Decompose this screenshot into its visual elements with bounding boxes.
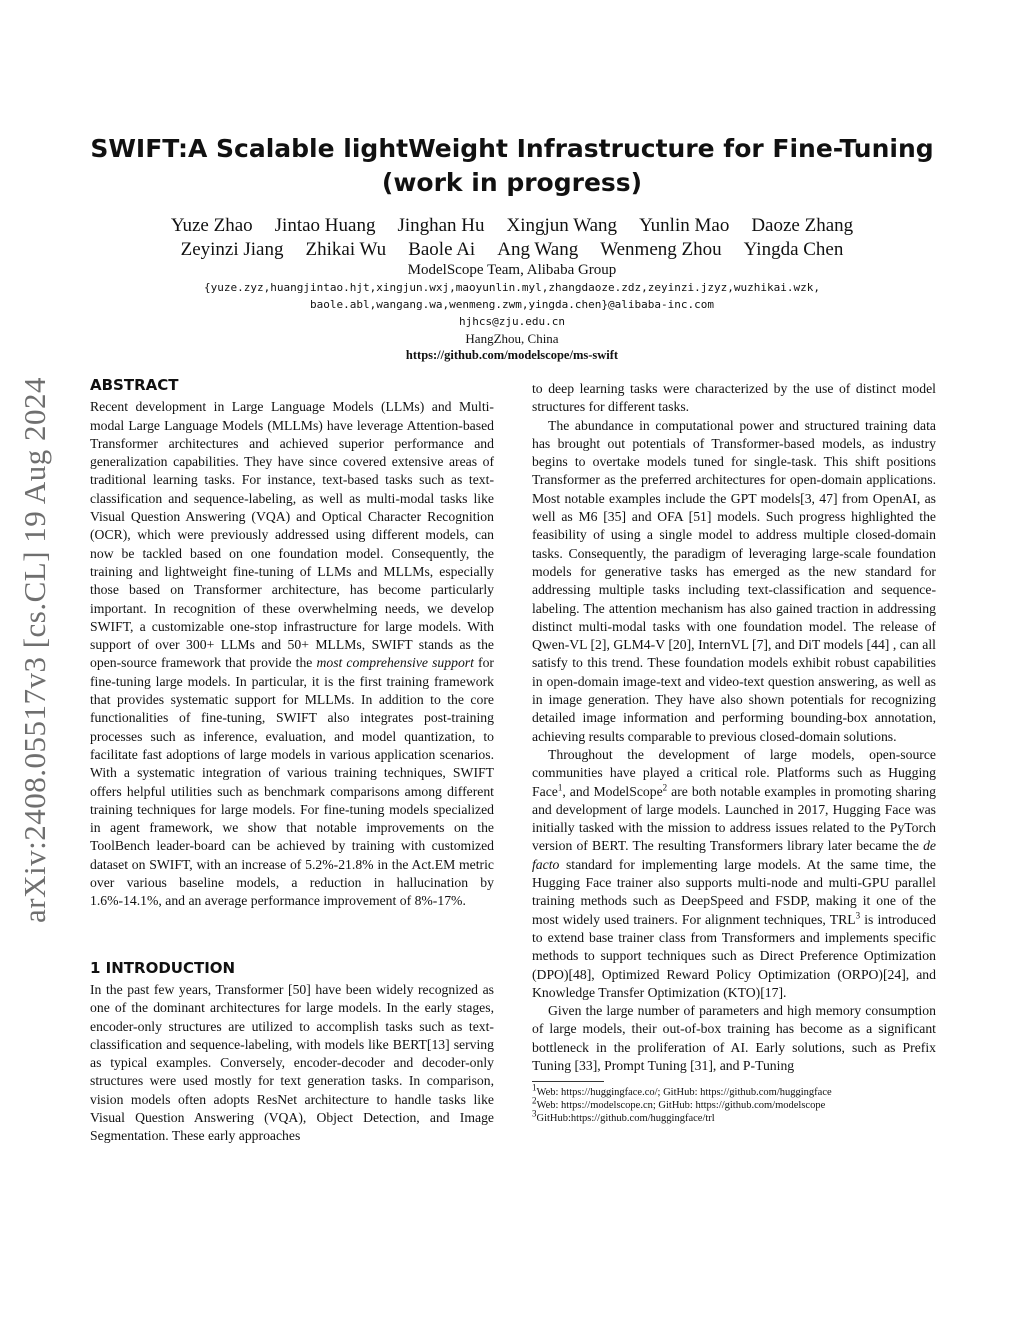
footnote-ref[interactable]: 3 xyxy=(855,910,861,921)
intro-paragraph-3 xyxy=(532,746,936,1002)
author: Zhikai Wu xyxy=(305,239,387,260)
right-column xyxy=(532,380,936,1125)
author: Wenmeng Zhou xyxy=(600,239,722,260)
abstract-emphasis: most comprehensive support xyxy=(316,655,474,671)
text-part: is introduced to extend base trainer class from Transformers and implements specific methods to support techniques such as Direct Preference Optimization (DPO)[48], Optimized Reward Policy Optimization (ORPO)[24], and Knowledge Transfer Optimization (KTO)[17]. xyxy=(532,911,936,1000)
author-list xyxy=(80,214,944,262)
abstract-text-part: for fine-tuning large models. In particular, it is the first training framework that provides systematic support for MLLMs. In addition to the core functionalities of fine-tuning, SWIFT also integrates post-training processes such as inference, evaluation, and model quantization, to facilitate fast adoptions of large models in various application scenarios. With a systematic integration of various training techniques, SWIFT offers helpful utilities such as benchmark comparisons among different training techniques for large models. For fine-tuning models specialized in agent framework, we show that notable improvements on the ToolBench leader-board can be achieved by training with customized dataset on SWIFT, with an increase of 5.2%-21.8% in the Act.EM metric over various baseline models, a reduction in hallucination by 1.6%-14.1%, and an average performance improvement of 8%-17%. xyxy=(90,655,494,909)
text-part: are both notable examples in promoting sharing and development of large models. Launched in 2017, Hugging Face was initially tasked with the mission to address issues related to the PyTorch version of BERT. The resulting Transformers library later became the xyxy=(532,783,936,854)
repo-link[interactable]: https://github.com/modelscope/ms-swift xyxy=(405,348,619,362)
footnote-3 xyxy=(532,1108,936,1125)
author: Jinghan Hu xyxy=(397,215,485,236)
footnote-text: Web: https://huggingface.co/; GitHub: https://github.com/huggingface xyxy=(536,1087,832,1099)
author: Baole Ai xyxy=(408,239,476,260)
affiliation-block xyxy=(80,262,944,364)
intro-paragraph-2: The abundance in computational power and structured training data has brought out potentials of Transformer-based models, as industry begins to overtake models tuned for single-task. This shift positions Transformer as the preferred architectures for open-domain applications. Most notable examples include the GPT models[3, 47] from OpenAI, as well as M6 [35] and OFA [51] models. Such progress highlighted the feasibility of using a single model to address multiple closed-domain tasks. Consequently, the paradigm of leveraging large-scale foundation models for generative tasks has emerged as the new standard for addressing multiple tasks including text-classification and sequence-labeling. The attention mechanism has also gained traction in addressing distinct multi-modal tasks with one foundation model. The release of Qwen-VL [2], GLM4-V [20], InternVL [7], and DiT models [44] , can all satisfy to this trend. These foundation models exhibit robust capabilities in open-domain image-text and video-text question answering, as well as in image generation. They have also shown potentials for recognizing detailed image information and performing bounding-box annotation, achieving results comparable to previous closed-domain solutions. xyxy=(532,417,936,744)
affiliation-team: ModelScope Team, Alibaba Group xyxy=(407,262,617,278)
title-line-2: (work in progress) xyxy=(381,168,643,197)
footnote-text: Web: https://modelscope.cn; GitHub: https://github.com/modelscope xyxy=(536,1100,826,1112)
author: Daoze Zhang xyxy=(751,215,854,236)
author-row-2 xyxy=(80,238,944,262)
footnote-number: 1 xyxy=(532,1082,537,1093)
text-part: standard for implementing large models. At the same time, the Hugging Face trainer also supports multi-node and multi-GPU parallel training methods such as DeepSpeed and FSDP, making it one of the most widely used trainers. For alignment techniques, TRL xyxy=(532,856,936,927)
arxiv-id: arXiv:2408.05517v3 [cs.CL] 19 Aug 2024 xyxy=(17,377,52,923)
emphasis: de facto xyxy=(532,838,936,872)
author: Yunlin Mao xyxy=(639,215,730,236)
email-line-1: {yuze.zyz,huangjintao.hjt,xingjun.wxj,maoyunlin.myl,zhangdaoze.zdz,zeyinzi.jzyz,wuzhikai.wzk, xyxy=(204,281,820,294)
footnote-1 xyxy=(532,1082,936,1099)
author: Yuze Zhao xyxy=(170,215,253,236)
left-column xyxy=(90,376,494,1146)
paper-title xyxy=(80,132,944,200)
intro-paragraph-4: Given the large number of parameters and high memory consumption of large models, their out-of-box training has become as a significant bottleneck in the proliferation of AI. Early solutions, such as Prefix Tuning [33], Prompt Tuning [31], and P-Tuning xyxy=(532,1003,936,1073)
footnote-ref[interactable]: 2 xyxy=(662,781,668,792)
abstract-text xyxy=(90,398,494,910)
title-line-1: SWIFT:A Scalable lightWeight Infrastructure for Fine-Tuning xyxy=(90,134,934,163)
author: Xingjun Wang xyxy=(506,215,618,236)
intro-paragraph-1: In the past few years, Transformer [50] have been widely recognized as one of the dominant architectures for large models. In the early stages, encoder-only structures are utilized to accomplish tasks such as text-classification and sequence-labeling, with models like BERT[13] serving as typical examples. Conversely, encoder-decoder and decoder-only structures were used mostly for text generation tasks. In comparison, vision models often adopts ResNet architecture to handle tasks like Visual Question Answering (VQA), Object Detection, and Image Segmentation. These early approaches xyxy=(90,981,494,1144)
author: Zeyinzi Jiang xyxy=(180,239,284,260)
footnote-number: 3 xyxy=(532,1108,537,1119)
author: Ang Wang xyxy=(497,239,579,260)
footnote-ref[interactable]: 1 xyxy=(557,781,563,792)
footnote-number: 2 xyxy=(532,1095,537,1106)
affiliation-location: HangZhou, China xyxy=(465,331,559,346)
author-row-1 xyxy=(80,214,944,238)
abstract-text-part: Recent development in Large Language Models (LLMs) and Multi-modal Large Language Models (MLLMs) have leverage Attention-based Transformer architectures and achieved superior performance and generalization capabilities. They have since covered extensive areas of traditional learning tasks. For instance, text-based tasks such as text-classification and sequence-labeling, as well as multi-modal tasks like Visual Question Answering (VQA) and Optical Character Recognition (OCR), which were previously addressed using different models, can now be tackled based on one foundation model. Consequently, the training and lightweight fine-tuning of LLMs and MLLMs, especially those based on Transformer architecture, has become particularly important. In recognition of these overwhelming needs, we develop SWIFT, a customizable one-stop infrastructure for large models. With support of over 300+ LLMs and 50+ MLLMs, SWIFT stands as the open-source framework that provide the xyxy=(90,399,494,671)
intro-paragraph-1-continued: to deep learning tasks were characterized by the use of distinct model structures for different tasks. xyxy=(532,381,936,415)
email-line-3: hjhcs@zju.edu.cn xyxy=(459,315,565,328)
author: Jintao Huang xyxy=(274,215,376,236)
arxiv-stamp xyxy=(0,350,70,950)
footnote-text: GitHub:https://github.com/huggingface/trl xyxy=(536,1113,715,1125)
footnote-divider xyxy=(532,1081,604,1082)
email-line-2: baole.abl,wangang.wa,wenmeng.zwm,yingda.chen}@alibaba-inc.com xyxy=(310,298,714,311)
text-part: Throughout the development of large models, open-source communities have played a critical role. Platforms such as Hugging Face xyxy=(532,746,936,799)
text-part: , and ModelScope xyxy=(562,783,663,799)
author: Yingda Chen xyxy=(743,239,844,260)
intro-heading: 1 INTRODUCTION xyxy=(90,958,236,977)
footnote-2 xyxy=(532,1095,936,1112)
abstract-heading: ABSTRACT xyxy=(90,376,179,394)
